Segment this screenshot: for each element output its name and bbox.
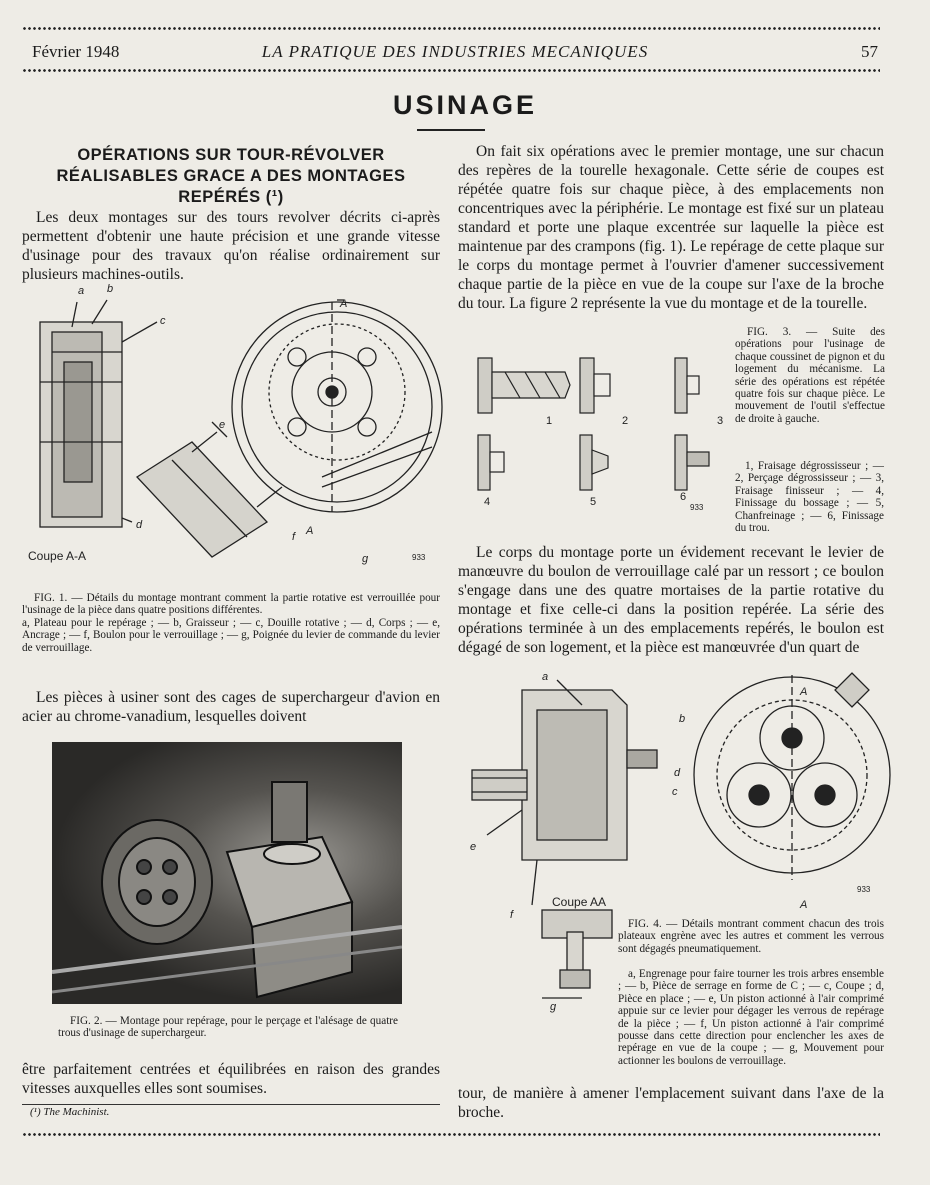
svg-text:f: f xyxy=(292,531,296,543)
svg-text:933: 933 xyxy=(857,885,871,894)
svg-text:4: 4 xyxy=(484,496,491,508)
figure-2-caption: FIG. 2. — Montage pour repérage, pour le perçage et l'alésage de quatre trous d'usinage de superchargeur. xyxy=(58,1015,398,1040)
svg-text:2: 2 xyxy=(622,415,629,427)
figure-1-legend: a, Plateau pour le repérage ; — b, Graisseur ; — c, Douille rotative ; — d, Corps ; — e, Ancrage ; — f, Boulon pour le verrouillage ; — g, Poignée du levier de commande du levier de verrouillage. xyxy=(22,616,440,654)
header-page-number: 57 xyxy=(861,42,878,61)
section-title: USINAGE xyxy=(392,90,538,120)
svg-text:3: 3 xyxy=(717,415,724,427)
svg-text:c: c xyxy=(672,786,678,798)
svg-text:Coupe A-A: Coupe A-A xyxy=(28,549,87,563)
figure-4-caption-text: FIG. 4. — Détails montrant comment chacun des trois plateaux engrène avec les autres et comment les verrous sont dégagés pneumatiquement. xyxy=(618,918,884,955)
figure-1-drawing xyxy=(22,282,442,572)
header-journal: LA PRATIQUE DES INDUSTRIES MECANIQUES xyxy=(261,42,649,61)
svg-text:933: 933 xyxy=(690,503,704,512)
svg-text:f: f xyxy=(510,909,514,921)
figure-4-caption xyxy=(458,918,884,955)
section-underline xyxy=(417,129,485,131)
figure-2-photo xyxy=(52,742,402,1004)
figure-1-caption xyxy=(22,592,440,654)
footnote: (¹) The Machinist. xyxy=(30,1106,110,1118)
left-paragraph-2: être parfaitement centrées et équilibrées en raison des grandes vitesses auxquelles elles sont soumises. xyxy=(22,1061,440,1097)
running-header xyxy=(32,42,878,64)
figure-3-caption-text: FIG. 3. — Suite des opérations pour l'usinage de chaque coussinet de pignon et du logement du mécanisme. La série des opérations est répétée quatre fois sur chaque pièce. Le mouvement de l'outil s'effectue de droite à gauche. xyxy=(735,326,885,425)
svg-text:g: g xyxy=(550,1001,557,1013)
svg-text:d: d xyxy=(136,519,143,531)
svg-text:a: a xyxy=(542,671,549,683)
header-date: Février 1948 xyxy=(32,42,120,61)
svg-text:e: e xyxy=(219,419,226,431)
svg-text:933: 933 xyxy=(412,553,426,562)
svg-text:Coupe AA: Coupe AA xyxy=(552,895,607,909)
footnote-rule xyxy=(22,1104,440,1105)
left-paragraph-1: Les pièces à usiner sont des cages de superchargeur d'avion en acier au chrome-vanadium, lesquelles doivent xyxy=(22,689,440,725)
svg-text:b: b xyxy=(679,713,686,725)
figure-4-legend: a, Engrenage pour faire tourner les trois arbres ensemble ; — b, Pièce de serrage en forme de C ; — c, Coupe ; d, Pièce en place ; — e, Un piston actionné à l'air comprimé appuie sur ce levier pour dégager les verrous de repérage de la pièce ; — f, Un piston actionné à l'air comprimé pousse dans cette direction pour enclencher les axes de repérage en vue de la coupe ; — g, Mouvement pour actionner les boulons de verrouillage. xyxy=(618,968,884,1067)
svg-text:A: A xyxy=(800,899,808,911)
figure-4-drawing xyxy=(462,670,882,1013)
right-paragraph-2: Le corps du montage porte un évidement recevant le levier de manœuvre du boulon de verrouillage calé par un ressort ; ce boulon s'engage dans une des quatre mortaises de la partie rotative du montage et fixe celle-ci dans la position repérée. La série des opérations terminée à un des emplacements repérés, le boulon est dégagé de son logement, et la pièce est manœuvrée d'un quart de xyxy=(458,544,884,656)
svg-text:A: A xyxy=(340,298,348,310)
figure-3-legend: 1, Fraisage dégrossisseur ; — 2, Perçage dégrossisseur ; — 3, Fraisage finisseur ; — 4, Finissage du bossage ; — 5, Chanfreinage ; — 6, Finissage du trou. xyxy=(735,460,884,535)
figure-1-caption-text: FIG. 1. — Détails du montage montrant comment la partie rotative est verrouillée pour l'usinage de la pièce dans quatre positions différentes. xyxy=(22,592,440,617)
svg-text:6: 6 xyxy=(680,491,687,503)
right-paragraph-3: tour, de manière à amener l'emplacement suivant dans l'axe de la broche. xyxy=(458,1085,884,1121)
intro-paragraph: Les deux montages sur des tours revolver décrits ci-après permettent d'obtenir une haute précision et une grande vitesse d'usinage pour des travaux qu'on réalise ordinairement sur plusieurs machines-outils. xyxy=(22,209,440,283)
svg-text:c: c xyxy=(160,315,166,327)
title-line-1: OPÉRATIONS SUR TOUR-RÉVOLVER xyxy=(77,146,385,164)
article-title xyxy=(22,145,440,208)
svg-text:g: g xyxy=(362,553,369,565)
title-line-3: REPÉRÉS (¹) xyxy=(178,188,284,206)
svg-text:A: A xyxy=(306,525,314,537)
svg-text:A: A xyxy=(800,686,808,698)
svg-text:d: d xyxy=(674,767,681,779)
svg-text:a: a xyxy=(78,285,85,297)
svg-text:5: 5 xyxy=(590,496,597,508)
bottom-dotted-rule xyxy=(22,1132,880,1137)
top-dotted-rule xyxy=(22,26,880,31)
svg-text:1: 1 xyxy=(546,415,553,427)
svg-text:b: b xyxy=(107,283,114,295)
header-dotted-rule xyxy=(22,68,880,73)
right-paragraph-1: On fait six opérations avec le premier montage, une sur chacun des repères de la tourelle hexagonale. Cette série de coupes est répétée quatre fois sur chaque pièce, à des emplacements non concentriques avec la périphérie. Le montage est fixé sur un plateau standard et porte une plaque excentrée sur laquelle la pièce est maintenue par des crampons (fig. 1). Le repérage de cette plaque sur le corps du montage permet à l'ouvrier d'amener successivement chaque partie de la pièce en vue de la coupe sur l'axe de la broche du tour. La figure 2 représente la vue du montage et de la tourelle. xyxy=(458,143,884,312)
svg-text:e: e xyxy=(470,841,477,853)
title-line-2: RÉALISABLES GRACE A DES MONTAGES xyxy=(56,167,406,185)
figure-3-caption xyxy=(735,326,885,425)
